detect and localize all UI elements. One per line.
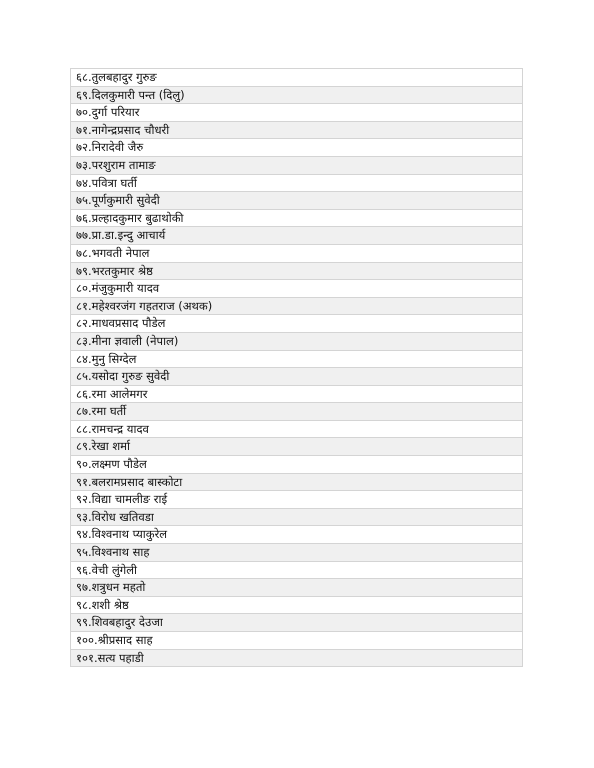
list-item: ८९.रेखा शर्मा	[71, 438, 523, 456]
list-item: ९६.वेची लुंगेली	[71, 562, 523, 580]
list-item: ७८.भगवती नेपाल	[71, 245, 523, 263]
list-item: ७७.प्रा.डा.इन्दु आचार्य	[71, 227, 523, 245]
list-item: ८८.रामचन्द्र यादव	[71, 421, 523, 439]
list-item: ९५.विश्वनाथ साह	[71, 544, 523, 562]
list-item: ९३.विरोध खतिवडा	[71, 509, 523, 527]
member-name-list	[70, 68, 523, 667]
list-item: ९१.बलरामप्रसाद बास्कोटा	[71, 474, 523, 492]
list-item: ८५.यसोदा गुरुङ सुवेदी	[71, 368, 523, 386]
list-item: ८२.माधवप्रसाद पौडेल	[71, 315, 523, 333]
list-item: ९२.विद्या चामलीङ राई	[71, 491, 523, 509]
list-item: ७९.भरतकुमार श्रेष्ठ	[71, 263, 523, 281]
list-item: ९९.शिवबहादुर देउजा	[71, 614, 523, 632]
list-item: ९८.शशी श्रेष्ठ	[71, 597, 523, 615]
list-item: ८६.रमा आलेमगर	[71, 386, 523, 404]
list-item: ७४.पवित्रा घर्ती	[71, 175, 523, 193]
list-item: ६८.तुलबहादुर गुरुङ	[71, 69, 523, 87]
list-item: ८७.रमा घर्ती	[71, 403, 523, 421]
list-item: १००.श्रीप्रसाद साह	[71, 632, 523, 650]
list-item: ९७.शत्रुधन महतो	[71, 579, 523, 597]
list-item: ६९.दिलकुमारी पन्त (दिलु)	[71, 87, 523, 105]
list-item: ७२.निरादेवी जैरु	[71, 139, 523, 157]
list-item: ७१.नागेन्द्रप्रसाद चौधरी	[71, 122, 523, 140]
list-item: ७०.दुर्गा परियार	[71, 104, 523, 122]
list-item: ८०.मंजुकुमारी यादव	[71, 280, 523, 298]
list-item: ८४.मुनु सिग्देल	[71, 351, 523, 369]
list-item: ९४.विश्वनाथ प्याकुरेल	[71, 526, 523, 544]
list-item: ८३.मीना ज्ञवाली (नेपाल)	[71, 333, 523, 351]
list-item: ७६.प्रल्हादकुमार बुढाथोकी	[71, 210, 523, 228]
list-item: ७३.परशुराम तामाङ	[71, 157, 523, 175]
list-item: ८१.महेश्वरजंग गहतराज (अथक)	[71, 298, 523, 316]
list-item: ७५.पूर्णकुमारी सुवेदी	[71, 192, 523, 210]
list-item: ९०.लक्ष्मण पौडेल	[71, 456, 523, 474]
list-item: १०१.सत्य पहाडी	[71, 650, 523, 668]
